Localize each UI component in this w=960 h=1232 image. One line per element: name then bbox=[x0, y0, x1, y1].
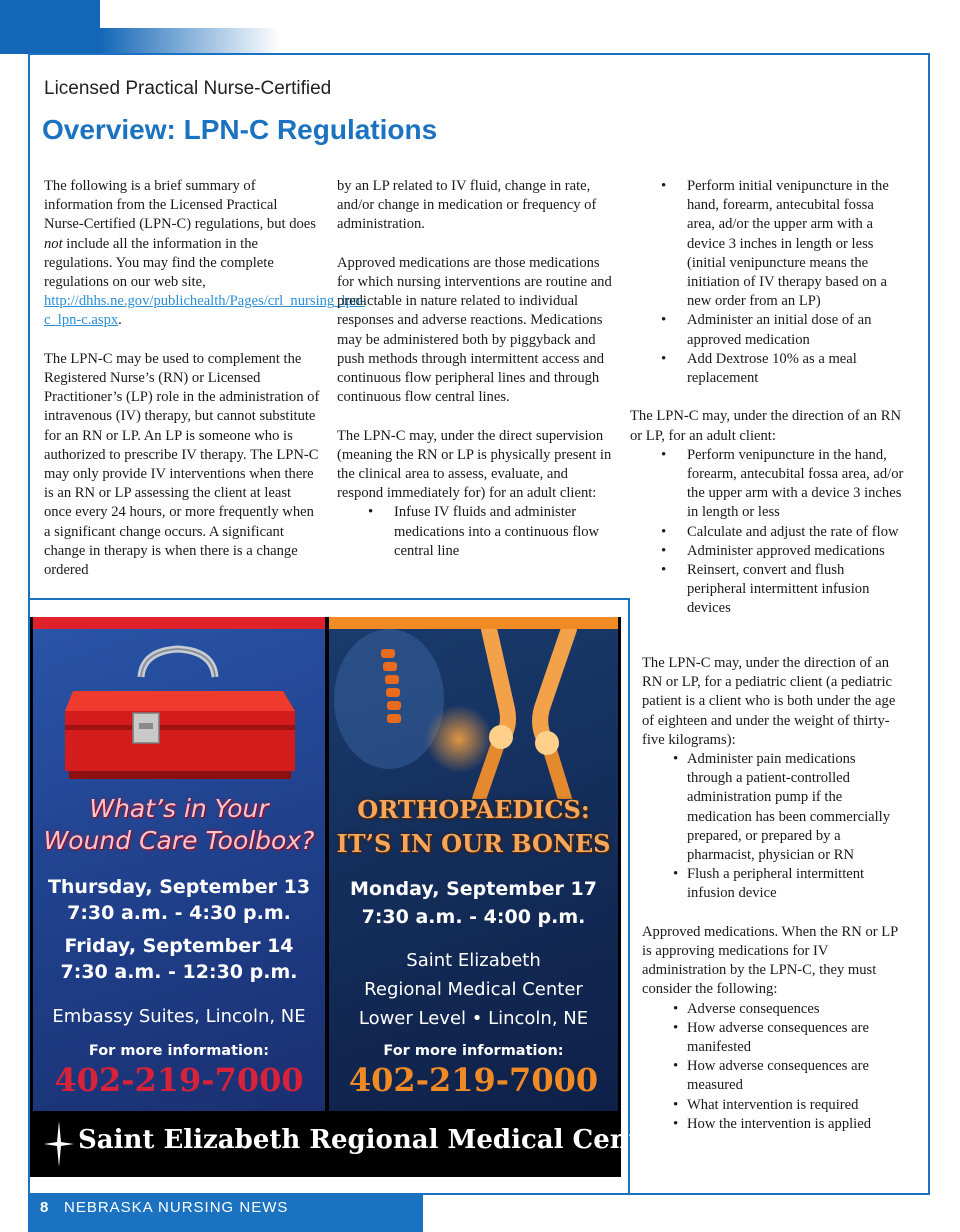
list-item: • Reinsert, convert and flush peripheral intermittent infusion devices bbox=[630, 561, 905, 619]
ad-right-venue3: Lower Level • Lincoln, NE bbox=[358, 1008, 589, 1029]
ad-wound-care-panel bbox=[33, 617, 325, 1111]
ad-right-phone[interactable]: 402-219-7000 bbox=[348, 1061, 599, 1099]
ad-red-stripe bbox=[33, 617, 325, 629]
toolbox-icon bbox=[33, 629, 325, 799]
intro-paragraph bbox=[44, 177, 366, 331]
list-item: • Perform venipuncture in the hand, forearm, antecubital fossa area, ad/or the upper arm with a device 3 inches in length or less bbox=[630, 446, 905, 523]
page-number: 8 bbox=[40, 1199, 49, 1216]
ad-orthopaedics-panel bbox=[329, 617, 618, 1111]
direction-adult-paragraph: The LPN-C may, under the direction of an RN or LP, for an adult client: bbox=[630, 408, 901, 444]
direct-supervision-list bbox=[337, 503, 615, 561]
lpn-role-paragraph: The LPN-C may be used to complement the Registered Nurse’s (RN) or Licensed Practitioner’s (LP) role in the administration of intravenous (IV) therapy, but cannot substitute for an RN or LP. An LP is someone who is authorized to prescribe IV therapy. The LPN-C may only provide IV interventions when there is an RN or LP assessing the client at least once every 24 hours, or more frequently when a significant change occurs. A significant change in therapy is when there is a change ordered bbox=[44, 350, 320, 579]
list-item: • Adverse consequences bbox=[642, 1000, 904, 1019]
intro-text-end: . bbox=[118, 312, 122, 329]
ad-orange-stripe bbox=[329, 617, 618, 629]
list-item: • Administer an initial dose of an approved medication bbox=[630, 311, 905, 349]
article-title: Overview: LPN-C Regulations bbox=[42, 114, 438, 145]
regulations-link[interactable]: http://dhhs.ne.gov/publichealth/Pages/crl_nursing_lpn-c_lpn-c.aspx bbox=[44, 293, 366, 329]
considerations-list bbox=[642, 1000, 904, 1134]
advertisement bbox=[30, 617, 671, 1177]
publication-name: NEBRASKA NURSING NEWS bbox=[64, 1199, 289, 1216]
list-item: • How the intervention is applied bbox=[642, 1115, 904, 1134]
ad-sponsor-name: Saint Elizabeth Regional Medical Center bbox=[78, 1125, 671, 1155]
list-item: • Flush a peripheral intermittent infusion device bbox=[642, 865, 904, 903]
ad-right-time1: 7:30 a.m. - 4:00 p.m. bbox=[361, 906, 586, 928]
list-item: • Administer approved medications bbox=[630, 542, 905, 561]
article-column-1 bbox=[44, 177, 366, 599]
ad-left-venue: Embassy Suites, Lincoln, NE bbox=[52, 1006, 306, 1027]
pediatric-paragraph: The LPN-C may, under the direction of an RN or LP, for a pediatric client (a pediatric patient is a client who is both under the age of eighteen and under the weight of thirty-five kilograms): bbox=[642, 655, 896, 748]
top-accent-bar bbox=[0, 0, 100, 54]
continued-paragraph: by an LP related to IV fluid, change in rate, and/or change in medication or frequency of administration. bbox=[337, 178, 597, 233]
intro-emphasis: not bbox=[44, 235, 63, 252]
ad-left-time1: 7:30 a.m. - 4:30 p.m. bbox=[67, 902, 291, 924]
ad-left-time2: 7:30 a.m. - 12:30 p.m. bbox=[60, 961, 298, 983]
ad-left-date1: Thursday, September 13 bbox=[47, 876, 311, 898]
list-item: • Calculate and adjust the rate of flow bbox=[630, 523, 905, 542]
ad-left-headline-line2: Wound Care Toolbox? bbox=[43, 826, 315, 855]
skeleton-icon bbox=[329, 629, 618, 799]
list-item: • What intervention is required bbox=[642, 1096, 904, 1115]
ad-right-date1: Monday, September 17 bbox=[350, 878, 597, 900]
ad-right-headline-line1: ORTHOPAEDICS: bbox=[357, 795, 590, 824]
top-accent-fade bbox=[100, 28, 280, 54]
ad-right-headline bbox=[329, 793, 618, 861]
ad-footer bbox=[30, 1111, 671, 1177]
ad-left-more-info: For more information: bbox=[88, 1043, 270, 1059]
article-column-3-lower bbox=[642, 654, 904, 1134]
ad-left-headline-line1: What’s in Your bbox=[89, 794, 269, 823]
article-column-3 bbox=[630, 177, 905, 619]
intro-text-a: The following is a brief summary of information from the Licensed Practical Nurse-Certified (LPN-C) regulations, but does bbox=[44, 178, 316, 233]
column-divider bbox=[628, 598, 630, 1195]
list-item: • How adverse consequences are measured bbox=[642, 1057, 904, 1095]
ad-right-more-info: For more information: bbox=[383, 1043, 564, 1059]
list-item: • Perform initial venipuncture in the hand, forearm, antecubital fossa area, ad/or the upper arm with a device 3 inches in length or less (initial venipuncture means the initiation of IV therapy based on a new order from an LP) bbox=[630, 177, 905, 311]
ad-left-headline bbox=[33, 793, 325, 857]
approved-meds-paragraph: Approved medications are those medications for which nursing interventions are routine and predictable in nature related to individual responses and adverse reactions. Medications may be administered both by piggyback and push methods through intermittent access and continuous flow peripheral lines and through continuous flow central lines. bbox=[337, 254, 612, 406]
list-item: • Infuse IV fluids and administer medications into a continuous flow central line bbox=[337, 503, 615, 561]
list-item: • Add Dextrose 10% as a meal replacement bbox=[630, 350, 905, 388]
ad-right-venue1: Saint Elizabeth bbox=[406, 950, 541, 971]
article-column-2 bbox=[337, 177, 615, 561]
list-item: • Administer pain medications through a patient-controlled administration pump if the medication has been commercially prepared, or prepared by a pharmacist, physician or RN bbox=[642, 750, 904, 865]
intro-text-b: include all the information in the regulations. You may find the complete regulations on our web site, bbox=[44, 235, 274, 291]
approved-meds-consider-paragraph: Approved medications. When the RN or LP is approving medications for IV administration by the LPN-C, they must consider the following: bbox=[642, 923, 898, 998]
ad-right-headline-line2: IT’S IN OUR BONES bbox=[336, 829, 611, 858]
direct-supervision-paragraph: The LPN-C may, under the direct supervision (meaning the RN or LP is physically present in the clinical area to assess, evaluate, and respond immediately for) for an adult client: bbox=[337, 427, 612, 502]
pediatric-list bbox=[642, 750, 904, 904]
list-item: • How adverse consequences are manifested bbox=[642, 1019, 904, 1057]
direction-adult-list bbox=[630, 446, 905, 619]
ad-right-venue2: Regional Medical Center bbox=[364, 979, 583, 1000]
ad-left-date2: Friday, September 14 bbox=[64, 935, 294, 957]
article-kicker: Licensed Practical Nurse-Certified bbox=[44, 78, 332, 99]
ad-left-phone[interactable]: 402-219-7000 bbox=[54, 1061, 304, 1099]
supervision-list-cont bbox=[630, 177, 905, 388]
star-logo-icon bbox=[44, 1121, 74, 1167]
